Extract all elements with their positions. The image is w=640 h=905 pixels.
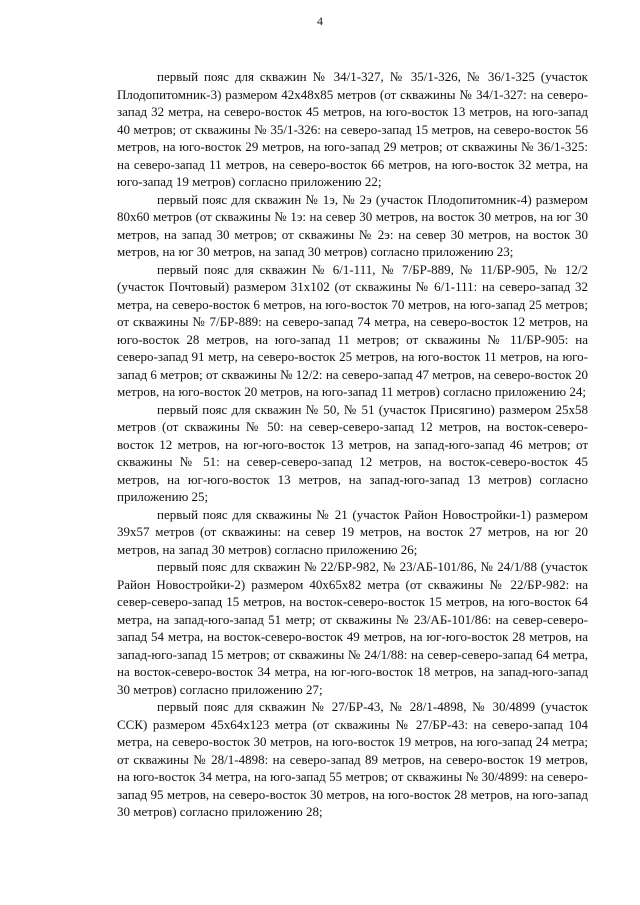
paragraph-appendix-24: первый пояс для скважин № 6/1-111, № 7/БР-889, № 11/БР-905, № 12/2 (участок Почтовый) размером 31х102 (от скважины № 6/1-111: на северо-запад 32 метра, на северо-восток 6 метров, на юго-восток 70 метров, на юго-запад 25 метров; от скважины № 7/БР-889: на северо-запад 74 метра, на северо-восток 12 метров, на юго-восток 28 метров, на юго-запад 11 метров; от скважины № 11/БР-905: на северо-запад 91 метр, на северо-восток 25 метров, на юго-восток 11 метров, на юго-запад 6 метров; от скважины № 12/2: на северо-запад 47 метров, на северо-восток 20 метров, на юго-восток 20 метров, на юго-запад 11 метров) согласно приложению 24; [117, 261, 588, 399]
paragraph-appendix-25: первый пояс для скважин № 50, № 51 (участок Присягино) размером 25х58 метров (от скважины № 50: на север-северо-запад 12 метров, на восток-северо-восток 12 метров, на юг-юго-восток 13 метров, на запад-юго-запад 46 метров; от скважины № 51: на север-северо-запад 12 метров, на восток-северо-восток 45 метров, на юг-юго-восток 13 метров, на запад-юго-запад 13 метров) согласно приложению 25; [117, 401, 588, 504]
paragraph-appendix-27: первый пояс для скважин № 22/БР-982, № 23/АБ-101/86, № 24/1/88 (участок Район Новостройки-2) размером 40х65х82 метра (от скважины № 22/БР-982: на север-северо-запад 15 метров, на восток-северо-восток 15 метров, на юго-восток 64 метра, на запад-юго-запад 51 метр; от скважины № 23/АБ-101/86: на север-северо-запад 54 метра, на восток-северо-восток 49 метров, на юг-юго-восток 28 метров, на запад-юго-запад 15 метров; от скважины № 24/1/88: на север-северо-запад 64 метра, на восток-северо-восток 34 метра, на юг-юго-восток 18 метров, на запад-юго-запад 30 метров) согласно приложению 27; [117, 559, 588, 697]
paragraph-appendix-26: первый пояс для скважины № 21 (участок Район Новостройки-1) размером 39х57 метров (от скважины: на север 19 метров, на восток 27 метров, на юг 20 метров, на запад 30 метров) согласно приложению 26; [117, 506, 588, 557]
paragraph-appendix-22: первый пояс для скважин № 34/1-327, № 35/1-326, № 36/1-325 (участок Плодопитомник-3) размером 42х48х85 метров (от скважины № 34/1-327: на северо-запад 32 метра, на северо-восток 45 метров, на юго-восток 13 метров, на юго-запад 40 метров; от скважины № 35/1-326: на северо-запад 15 метров, на северо-восток 56 метров, на юго-восток 29 метров, на юго-запад 29 метров; от скважины № 36/1-325: на северо-запад 11 метров, на северо-восток 66 метров, на юго-восток 32 метра, на юго-запад 19 метров) согласно приложению 22; [117, 69, 588, 189]
document-body [117, 68, 588, 821]
page-number: 4 [317, 14, 323, 28]
paragraph-appendix-28: первый пояс для скважин № 27/БР-43, № 28/1-4898, № 30/4899 (участок ССК) размером 45х64х123 метра (от скважины № 27/БР-43: на северо-запад 104 метра, на северо-восток 30 метров, на юго-восток 19 метров, на юго-запад 24 метра; от скважины № 28/1-4898: на северо-запад 89 метров, на северо-восток 19 метров, на юго-восток 34 метра, на юго-запад 55 метров; от скважины № 30/4899: на северо-запад 95 метров, на северо-восток 30 метров, на юго-восток 28 метров, на юго-запад 30 метров) согласно приложению 28; [117, 699, 588, 819]
paragraph-appendix-23: первый пояс для скважин № 1э, № 2э (участок Плодопитомник-4) размером 80х60 метров (от скважины № 1э: на север 30 метров, на восток 30 метров, на юг 30 метров, на запад 30 метров; от скважины № 2э: на север 30 метров, на восток 30 метров, на юг 30 метров, на запад 30 метров) согласно приложению 23; [117, 191, 588, 259]
